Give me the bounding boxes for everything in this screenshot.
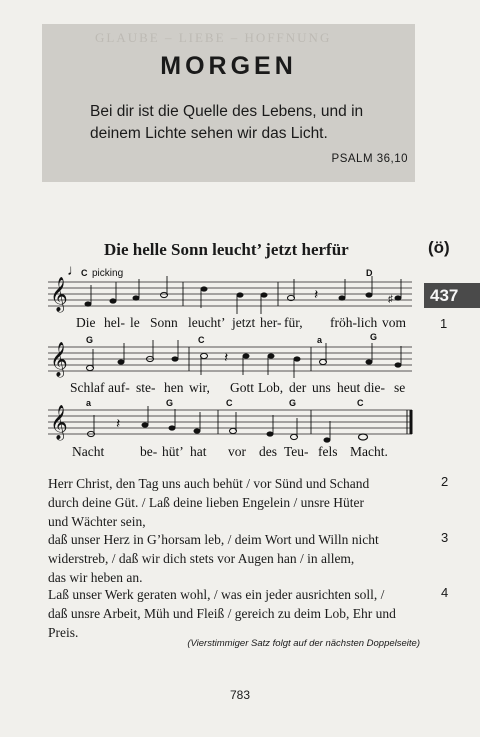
chord-symbol: G — [86, 335, 94, 345]
stanza-number-3: 3 — [441, 530, 449, 545]
stanza-line: Laß unser Werk geraten wohl, / was ein jeder ausrichten soll, / — [48, 587, 385, 602]
lyric-syllable: hat — [190, 444, 207, 459]
stanza-line: durch deine Güt. / Laß deine lieben Engelein / unsre Hüter — [48, 495, 365, 510]
song-number-badge: 437 — [424, 283, 480, 308]
lyric-syllable: fröh- — [330, 315, 357, 330]
lyric-syllable: lich — [357, 315, 378, 330]
staff-2 — [48, 347, 412, 371]
chord-symbol: C — [198, 335, 205, 345]
lyric-syllable: be- — [140, 444, 158, 459]
lyric-syllable: heut — [337, 380, 361, 395]
stanza-number-4: 4 — [441, 585, 449, 600]
stanza-3 — [48, 530, 420, 587]
section-title: MORGEN — [160, 52, 297, 80]
stanza-line: und Wächter sein, — [48, 514, 146, 529]
stanza-line: Preis. — [48, 625, 79, 640]
lyric-syllable: Nacht — [72, 444, 105, 459]
chord-symbol: a — [317, 335, 323, 345]
stanza-line: Herr Christ, den Tag uns auch behüt / vor Sünd und Schand — [48, 476, 370, 491]
treble-clefs — [50, 277, 68, 441]
lyric-syllable: hen — [164, 380, 184, 395]
chord-symbol: C — [357, 398, 364, 408]
staff-1 — [48, 282, 412, 306]
quarter-rest-icon: 𝄽 — [116, 415, 121, 431]
lyric-syllable: auf- — [108, 380, 130, 395]
verse-number-1: 1 — [440, 316, 448, 331]
chord-symbol: G — [166, 398, 174, 408]
quote-reference: PSALM 36,10 — [331, 153, 408, 165]
chord-symbol: a — [86, 398, 92, 408]
stanza-line: daß unsre Arbeit, Müh und Fleiß / gereich zu deim Lob, Ehr und — [48, 606, 396, 621]
stanza-line: das wir heben an. — [48, 570, 143, 585]
chord-symbol: G — [370, 332, 378, 342]
lyric-syllable: le — [130, 315, 140, 330]
lyrics-row-1 — [76, 315, 407, 330]
quarter-rest-icon: 𝄽 — [314, 286, 319, 302]
lyric-syllable: für, — [284, 315, 303, 330]
lyric-syllable: Schlaf — [70, 380, 105, 395]
lyric-syllable: fels — [318, 444, 338, 459]
lyric-syllable: se — [394, 380, 406, 395]
pickup-note-icon: ♩ — [67, 262, 82, 279]
ecumenical-mark: (ö) — [428, 238, 450, 257]
stanza-2 — [48, 474, 420, 531]
lyric-syllable: Die — [76, 315, 96, 330]
lyric-syllable: vom — [382, 315, 407, 330]
lyric-syllable: Sonn — [150, 315, 178, 330]
footnote: (Vierstimmiger Satz folgt auf der nächsten Doppelseite) — [187, 638, 420, 649]
lyric-syllable: leucht’ — [188, 315, 226, 330]
lyric-syllable: Gott — [230, 380, 255, 395]
tempo-mark: picking — [92, 268, 124, 279]
chord-symbol: G — [289, 398, 297, 408]
lyric-syllable: vor — [228, 444, 246, 459]
quote-line-1: Bei dir ist die Quelle des Lebens, und in — [90, 103, 364, 120]
lyric-syllable: die- — [364, 380, 385, 395]
chord-symbol: C — [81, 268, 88, 278]
lyric-syllable: der — [289, 380, 307, 395]
lyric-syllable: her- — [260, 315, 282, 330]
lyric-syllable: uns — [312, 380, 331, 395]
stanza-line: widerstreb, / daß wir dich stets vor Augen han / in allem, — [48, 551, 355, 566]
chord-symbol: D — [366, 268, 373, 278]
sharp-icon: ♯ — [388, 294, 393, 305]
lyric-syllable: des — [259, 444, 277, 459]
stanza-4 — [48, 585, 420, 642]
stanza-line: daß unser Herz in G’horsam leb, / deim Wort und Willn nicht — [48, 532, 379, 547]
lyric-syllable: Teu- — [284, 444, 309, 459]
lyrics-row-2 — [70, 380, 405, 395]
bleed-through-heading: GLAUBE – LIEBE – HOFFNUNG — [95, 30, 332, 45]
lyric-syllable: ste- — [136, 380, 156, 395]
treble-clef-icon: 𝄞 — [50, 342, 68, 377]
lyric-syllable: jetzt — [232, 315, 256, 330]
quote-line-2: deinem Lichte sehen wir das Licht. — [90, 125, 328, 142]
chord-symbol: C — [226, 398, 233, 408]
page-number: 783 — [229, 688, 251, 702]
quarter-rest-icon: 𝄽 — [224, 349, 229, 365]
lyric-syllable: hüt’ — [162, 444, 184, 459]
lyric-syllable: Macht. — [350, 444, 388, 459]
stanza-number-2: 2 — [441, 474, 449, 489]
treble-clef-icon: 𝄞 — [50, 405, 68, 440]
lyrics-row-3 — [72, 444, 388, 459]
lyric-syllable: wir, — [189, 380, 210, 395]
treble-clef-icon: 𝄞 — [50, 277, 68, 312]
song-title: Die helle Sonn leucht’ jetzt herfür — [104, 240, 349, 259]
lyric-syllable: Lob, — [258, 380, 284, 395]
lyric-syllable: hel- — [104, 315, 125, 330]
